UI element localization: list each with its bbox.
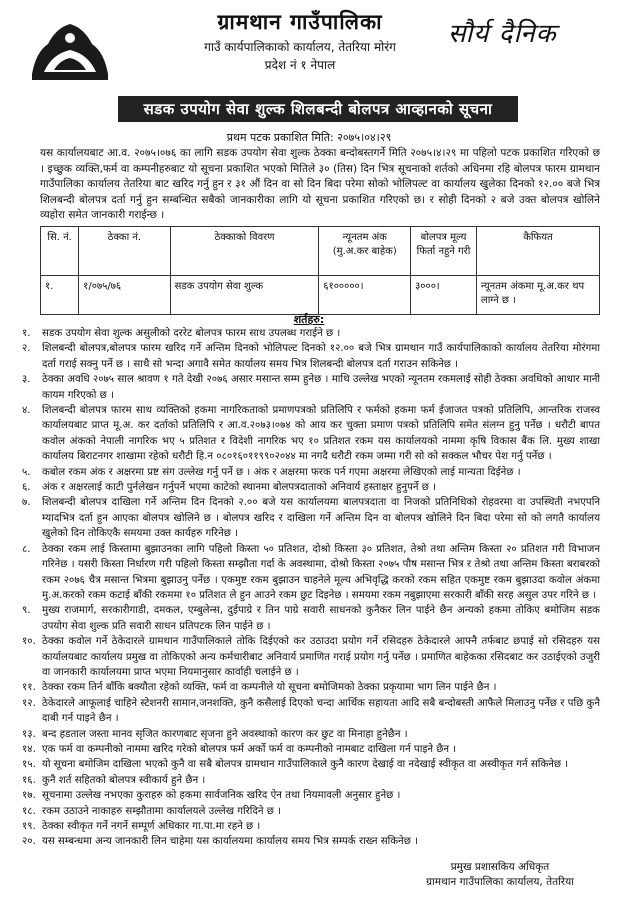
list-item: [22, 465, 600, 480]
term-number: ८.: [22, 543, 31, 555]
cell-sn: १.: [41, 276, 79, 315]
term-number: १८.: [22, 805, 36, 817]
term-text: यस सम्बन्धमा अन्य जानकारी लिन चाहेमा यस कार्यालयमा कार्यालय समय भित्र सम्पर्क राख्न सकिनेछ ।: [42, 836, 418, 848]
term-number: ३.: [22, 374, 31, 386]
newspaper-name: सौर्य दैनिक: [448, 19, 557, 49]
term-number: १६.: [22, 774, 36, 786]
table-header-row: [41, 227, 600, 276]
term-text: बन्द हडताल जस्ता मानव सृजित कारणबाट सृजना हुने अवस्थाको कारण कर छुट वा मिनाहा हुनेछैन ।: [42, 728, 408, 740]
col-header-sn: सि. नं.: [41, 227, 79, 276]
list-item: [22, 326, 600, 341]
list-item: [22, 696, 600, 727]
term-number: २.: [22, 343, 31, 355]
term-text: ठेक्का स्वीकृत गर्ने नगर्ने सम्पूर्ण अधिकार गा.पा.मा रहने छ ।: [42, 821, 261, 832]
header: [0, 0, 618, 100]
term-number: ११.: [22, 682, 36, 694]
term-number: १०.: [22, 636, 36, 648]
list-item: [22, 834, 600, 849]
term-text: यो सूचना बमोजिम दाखिला भएको कुनै वा सबै बोलपत्र ग्रामथान गाउँपालिकाले कुनै कारण देखाई वा नदेखाई स्वीकृत वा अस्वीकृत गर्न सकिनेछ ।: [42, 759, 569, 771]
list-item: [22, 603, 600, 634]
cell-contract-no: १/०७५/७६: [79, 276, 170, 315]
signatory-title: प्रमुख प्रशासकिय अधिकृत: [450, 861, 550, 873]
publication-date: प्रथम पटक प्रकाशित मिति: २०७५।०४।२९: [226, 131, 392, 144]
term-text: शिलबन्दी बोलपत्र फारम साथ व्यक्तिको हकमा नागरिकताको प्रमाणपत्रको प्रतिलिपि र फर्मको हकमा फर्म ईजाजत पत्रको प्रतिलिपि, आन्तरिक राजस्व कार्यालयबाट प्राप्त मू.अ. कर दर्ताको प्रतिलिपि र आ.व.२०७३।०७४ को आय कर चुक्ता प्रमाण पत्रको प्रतिलिपि समेत संलग्न हुनु पर्नेछ । धरौटी बापत कवोल अंकको नेपाली नागरिक भए ५ प्रतिशत र विदेशी नागरिक भए १० प्रतिशत रकम यस कार्यालयको नाममा कृषि विकास बैंक लि. मुख्य शाखा कार्यालय बिराटनगर शाखामा रहेको धरौटी हि.न ०८०१६०११९९०२०४४ मा नगदै धरौटी रकम जम्मा गरी सो को सक्कल भौचर पेश गर्नु पर्नेछ ।: [42, 405, 600, 463]
list-item: [22, 804, 600, 819]
term-text: एक फर्म वा कम्पनीको नाममा खरिद गरेको बोलपत्र फर्म अर्को फर्म वा कम्पनीको नामबाट दाखिला गर्न पाइने छैन ।: [42, 743, 457, 755]
list-item: [22, 727, 600, 742]
list-item: [22, 680, 600, 695]
term-number: १२.: [22, 697, 36, 709]
header-text: [150, 8, 450, 74]
term-text: ठेकेदारले आफूलाई चाहिने स्टेशनरी सामान,जनशक्ति, कुनै कसैलाई दिएको चन्दा आर्थिक सहायता आदि सबै बन्दोबस्ती आफैले मिलाउनु पर्नेछ र पछि कुनै दाबी गर्न पाइने छैन ।: [42, 697, 600, 725]
intro-paragraph: यस कार्यालयबाट आ.व. २०७५।०७६ का लागि सडक उपयोग सेवा शुल्क ठेक्का बन्दोबस्तगर्ने मिति २०७५।४।२९ मा पहिलो पटक प्रकाशित गरिएको छ । इच्छुक व्यक्ति,फर्म वा कम्पनीहरुबाट यो सूचना प्रकाशित भएको मितिले ३० (तिस) दिन भित्र सूचनाको शर्तको अधिनमा रहि बोलपत्र फारम ग्रामथान गाउँपालिका कार्यालय तेतरिया बाट खरिद गर्नु हुन र ३१ औं दिन वा सो दिन बिदा परेमा सोको भोलिपल्ट वा कार्यालय खुलेका दिनको १२.०० बजे भित्र शिलबन्दी बोलपत्र दर्ता गर्नु हुन सम्बन्धित सबैको जानकारीका लागि यो सूचना प्रकाशित गरिएको छ। र सोही दिनको २ बजे उक्त बोलपत्र खोलिने व्यहोरा समेत जानकारी गराईन्छ ।: [40, 147, 600, 222]
col-header-remarks: कैफियत: [476, 227, 599, 276]
term-text: अंक र अक्षरलाई काटी पुर्नलेखन गर्नुपर्ने भएमा काटेको स्थानमा बोलपत्रदाताको अनिवार्य हस्ताक्षर हुनुपर्ने छ ।: [42, 482, 436, 494]
term-number: ६.: [22, 482, 31, 494]
nepal-emblem-icon: [26, 14, 114, 86]
col-header-contract-no: ठेक्का नं.: [79, 227, 170, 276]
tender-table: [40, 226, 600, 315]
term-number: १३.: [22, 728, 36, 740]
col-header-tender-fee: बोलपत्र मूल्य फिर्ता नहुने गरी: [411, 227, 477, 276]
term-text: कुनै शर्त सहितको बोलपत्र स्वीकार्य हुने छैन ।: [42, 774, 206, 786]
term-text: ठेक्का रकम तिर्न बाँकि बक्यौता रहेको व्यक्ति, फर्म वा कम्पनीले यो सूचना बमोजिमको ठेक्का प्रकृयामा भाग लिन पाईने छैन ।: [42, 682, 497, 694]
term-number: ४.: [22, 405, 31, 417]
term-number: २०.: [22, 836, 36, 848]
term-text: शिलबन्दी बोलपत्र,बोलपत्र फारम खरिद गर्ने अन्तिम दिनको भोलिपल्ट दिनको १२.०० बजे भित्र ग्रामथान गाउँ कार्यपालिकाको कार्यालय तेतरिया मोरंगमा दर्ता गराई सक्नु पर्ने छ । साथै सो भन्दा अगावै समेत कार्यालय समय भित्र शिलबन्दी बोलपत्र दर्ता गराउन सकिनेछ ।: [42, 343, 600, 370]
cell-remarks: न्यूनतम अंकमा मू.अ.कर थप लाग्ने छ ।: [476, 276, 599, 315]
office-name: गाउँ कार्यपालिकाको कार्यालय, तेतरिया मोरंग: [204, 40, 396, 54]
cell-minimum-amount: ६१०००००।: [319, 276, 411, 315]
province-name: प्रदेश नं १ नेपाल: [264, 58, 336, 72]
term-text: ठेक्का रकम लाई किस्तामा बुझाउनका लागि पहिलो किस्ता ५० प्रतिशत, दोश्रो किस्ता ३० प्रतिशत, तेश्रो तथा अन्तिम किस्ता २० प्रतिशत गरी विभाजन गरिनेछ । यसरी किस्ता निर्धारण गरी पहिलो किस्ता सम्झौता गर्दा के अवस्थामा, दोश्रो किस्ता २०७५ पौष मसान्त भित्र र तेश्रो तथा अन्तिम किस्ता बराबरको रकम २०७६ चैत्र मसान्त भित्रमा बुझाउनु पर्नेछ । एकमुष्ट रकम बुझाउन चाहनेले मूल्य अभिवृद्धि करको रकम सहित एकमुष्ट रकम बुझाउदा कवोल अंकमा मु.अ.करको रकम कटाई बाँकी रकममा १० प्रतिशत ले हुन आउने रकम छुट दिइनेछ । समयमा रकम नबुझाएमा सरकारी बाँकी सरह असुल उपर गरिने छ ।: [42, 543, 600, 601]
term-text: सडक उपयोग सेवा शुल्क असुलीको दररेट बोलपत्र फारम साथ उपलब्ध गराईने छ ।: [42, 328, 341, 339]
terms-list: [22, 326, 600, 850]
list-item: [22, 403, 600, 465]
term-number: १५.: [22, 759, 36, 771]
col-header-description: ठेक्काको विवरण: [170, 227, 319, 276]
cell-tender-fee: ३०००।: [411, 276, 477, 315]
term-number: १९.: [22, 821, 36, 832]
cell-description: सडक उपयोग सेवा शुल्क: [170, 276, 319, 315]
list-item: [22, 819, 600, 834]
list-item: [22, 341, 600, 372]
list-item: [22, 480, 600, 495]
signature-block: [390, 860, 610, 890]
list-item: [22, 757, 600, 772]
list-item: [22, 372, 600, 403]
list-item: [22, 495, 600, 541]
term-text: ठेक्का अवधि २०७५ साल श्रावण १ गते देखी २०७६ असार मसान्त सम्म हुनेछ । माथि उल्लेख भएको न्यूनतम रकमलाई सोही ठेक्का अवधिको आधार मानी कायम गरिएको छ ।: [42, 374, 600, 401]
term-text: कबोल रकम अंक र अक्षरमा प्रष्ट संग उल्लेख गर्नु पर्ने छ । अंक र अक्षरमा फरक पर्न गएमा अक्षरमा लेखिएको लाई मान्यता दिईनेछ ।: [42, 466, 521, 478]
term-number: १४.: [22, 743, 36, 755]
list-item: [22, 788, 600, 803]
notice-title-banner: सडक उपयोग सेवा शुल्क शिलबन्दी बोलपत्र आव्हानको सूचना: [118, 96, 518, 122]
term-number: ५.: [22, 466, 31, 478]
list-item: [22, 773, 600, 788]
term-text: ठेक्का कवोल गर्ने ठेकेदारले ग्रामथान गाउँपालिकाले तोकि दिईएको कर उठाउदा प्रयोग गर्ने रसिदहरु ठेकेदारले आफ्नै तर्फबाट छपाई सो रसिदहरु यस कार्यालयबाट कार्यालय प्रमुख वा तोकिएको अन्य कर्मचारीबाट अनिवार्य प्रमाणित गराई प्रयोग गर्नु पर्नेछ । प्रमाणित बाहेकका रसिदबाट कर उठाईएको उजुरी वा जानकारी कार्यालयमा प्राप्त भएमा नियमानुसार कार्वाही चलाईने छ ।: [42, 636, 600, 678]
signatory-office: ग्रामथान गाउँपालिका कार्यालय, तेतरिया: [426, 876, 574, 888]
term-number: १७.: [22, 790, 36, 802]
term-number: १.: [22, 328, 31, 339]
term-text: रकम उठाउने नाकाहरु सम्झौतामा कार्यालयले उल्लेख गरिदिने छ ।: [42, 805, 281, 817]
term-text: मुख्य राजमार्ग, सरकारीगाडी, दमकल, एम्बुलेन्स, दुईपाग्रे र तिन पाग्रे सवारी साधनको कुनैकर लिन पाईने छैन अन्यको हकमा तोकिए बमोजिम सडक उपयोग सेवा शुल्क प्रति सवारी साधन प्रतिपटक लिन पाईने छ ।: [42, 605, 600, 632]
term-number: ९.: [22, 605, 31, 617]
term-text: सूचनामा उल्लेख नभएका कुराहरु को हकमा सार्वजनिक खरिद ऐन तथा नियमावली अनुसार हुनेछ ।: [42, 790, 401, 802]
list-item: [22, 634, 600, 680]
list-item: [22, 542, 600, 604]
col-header-minimum-amount: न्यूनतम अंक (मु.अ.कर बाहेक): [319, 227, 411, 276]
term-number: ७.: [22, 497, 31, 509]
terms-heading: शर्तहरु:: [293, 313, 325, 326]
table-row: [41, 276, 600, 315]
org-name: ग्रामथान गाउँपालिका: [217, 10, 383, 34]
list-item: [22, 742, 600, 757]
term-text: शिलबन्दी बोलपत्र दाखिला गर्ने अन्तिम दिन दिनको २.०० बजे यस कार्यालयमा बालपत्रदाता वा निजको प्रतिनिधिको रोहवरमा वा उपस्थिती नभएपनि म्यादभित्र दर्ता हुन आएका बोलपत्र खोलिने छ । बोलपत्र खरिद र दाखिला गर्ने अन्तिम दिन वा बोलपत्र खोलिने दिन बिदा परेमा सो को लगतै कार्यालय खुलेको दिन तोकिएकै समयमा उक्त कार्यहरु गरिनेछ ।: [42, 497, 600, 540]
